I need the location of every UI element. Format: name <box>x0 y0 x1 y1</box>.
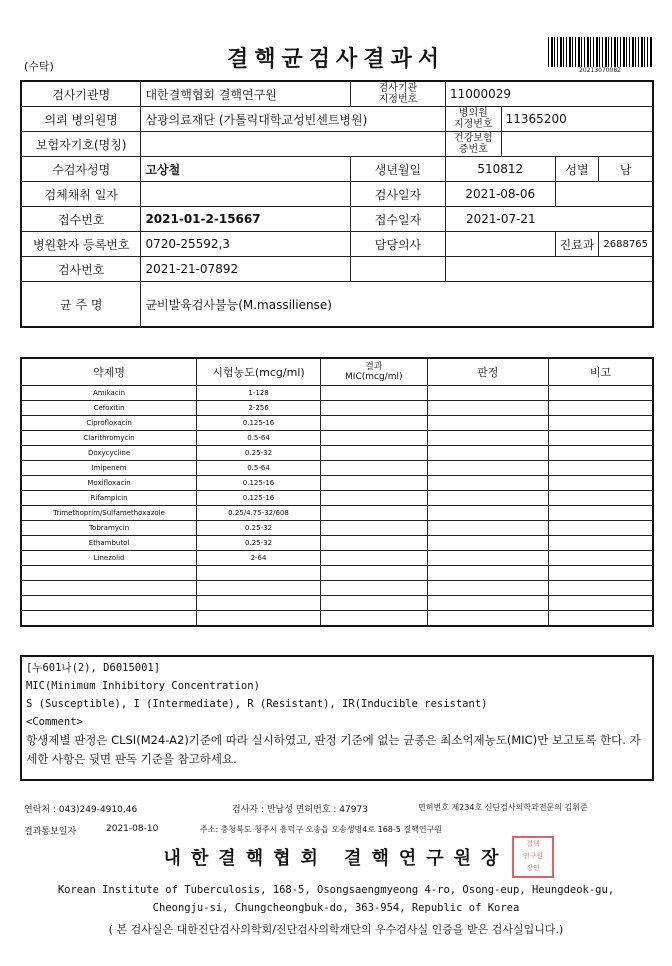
req-hosp-id-label: 병의원 지정번호 <box>445 107 501 132</box>
insurer-label: 보험자기호(명칭) <box>21 132 141 157</box>
table-row <box>21 461 653 476</box>
result-mic <box>320 386 427 401</box>
drug-name: Moxifloxacin <box>21 476 197 491</box>
judgment <box>427 401 548 416</box>
table-row <box>21 536 653 551</box>
patient-label: 수검자성명 <box>21 157 141 182</box>
remarks <box>549 491 654 506</box>
judgment <box>427 596 548 611</box>
drug-name: Ethambutol <box>21 536 197 551</box>
remarks <box>549 416 654 431</box>
remarks <box>549 401 654 416</box>
header-drug: 약제명 <box>21 358 197 386</box>
table-row <box>21 581 653 596</box>
judgment <box>427 506 548 521</box>
receipt-no-value: 2021-01-2-15667 <box>141 207 351 232</box>
notes-sri: S (Susceptible), I (Intermediate), R (Resistant), IR(Inducible resistant) <box>26 698 488 710</box>
doctor-label: 담당의사 <box>350 232 445 257</box>
remarks <box>549 536 654 551</box>
result-mic <box>320 506 427 521</box>
result-mic <box>320 581 427 596</box>
judgment <box>427 386 548 401</box>
test-concentration: 0.25-32 <box>197 446 321 461</box>
drug-name: Clarithromycin <box>21 431 197 446</box>
drug-name: Trimethoprim/Sulfamethoxazole <box>21 506 197 521</box>
table-row <box>21 401 653 416</box>
contact-phone: 연락처 : 043)249-4910,46 <box>24 805 138 815</box>
result-mic <box>320 476 427 491</box>
remarks <box>549 566 654 581</box>
examiner: 검사자 : 반남성 면허번호 : 47973 <box>232 805 368 815</box>
remarks <box>549 521 654 536</box>
dob-value: 510812 <box>445 157 555 182</box>
sex-label: 성별 <box>555 157 599 182</box>
dob-label: 생년월일 <box>350 157 445 182</box>
drug-name <box>21 581 197 596</box>
drug-name <box>21 611 197 627</box>
address-ko: 주소: 충청북도 청주시 흥덕구 오송읍 오송생명4로 168-5 결핵연구원 <box>200 825 443 834</box>
judgment <box>427 551 548 566</box>
collect-date-value <box>141 182 351 207</box>
table-row <box>21 491 653 506</box>
species-label: 균 주 명 <box>21 282 141 328</box>
page-title: 결핵균검사결과서 <box>226 46 446 72</box>
organization-name: 내한결핵협회 결핵연구원장 <box>163 848 509 869</box>
exam-org-id-label: 검사기관 지정번호 <box>350 81 445 107</box>
table-row <box>21 566 653 581</box>
header-test-conc: 시험농도(mcg/ml) <box>197 358 321 386</box>
judgment <box>427 416 548 431</box>
drug-name: Doxycycline <box>21 446 197 461</box>
req-hosp-value: 삼광의료재단 (가톨릭대학교성빈센트병원) <box>141 107 446 132</box>
test-concentration <box>197 581 321 596</box>
notify-date: 2021-08-10 <box>106 824 159 834</box>
table-row <box>21 611 653 627</box>
table-row <box>21 506 653 521</box>
remarks <box>549 596 654 611</box>
judgment <box>427 536 548 551</box>
receipt-no-label: 접수번호 <box>21 207 141 232</box>
table-row <box>21 596 653 611</box>
drug-name: Rifampicin <box>21 491 197 506</box>
header-remarks: 비고 <box>549 358 654 386</box>
test-no-label: 검사번호 <box>21 257 141 282</box>
test-concentration: 1-128 <box>197 386 321 401</box>
table-row <box>21 521 653 536</box>
judgment <box>427 521 548 536</box>
test-concentration: 2-64 <box>197 551 321 566</box>
judgment <box>427 476 548 491</box>
comment-text: 항생제별 판정은 CLSI(M24-A2)기준에 따라 실시하였고, 판정 기준에 없는 균종은 최소억제농도(MIC)만 보고토록 한다. 자세한 사항은 뒷면 판독 기준을 참고하세요. <box>26 733 641 766</box>
test-concentration: 0.125-16 <box>197 416 321 431</box>
doctor-value <box>445 232 555 257</box>
drug-susceptibility-table <box>20 357 654 627</box>
judgment <box>427 581 548 596</box>
drug-name: Amikacin <box>21 386 197 401</box>
table-row <box>21 446 653 461</box>
dept-value: 2688765 <box>599 232 653 257</box>
test-concentration <box>197 611 321 627</box>
exam-org-label: 검사기관명 <box>21 81 141 107</box>
result-mic <box>320 611 427 627</box>
result-mic <box>320 596 427 611</box>
drug-name: Imipenem <box>21 461 197 476</box>
test-concentration: 0.5-64 <box>197 431 321 446</box>
judgment <box>427 461 548 476</box>
drug-name <box>21 596 197 611</box>
receipt-date-value: 2021-07-21 <box>445 207 653 232</box>
insurer-value <box>141 132 446 157</box>
req-hosp-label: 의뢰 병의원명 <box>21 107 141 132</box>
drug-name: Linezolid <box>21 551 197 566</box>
remarks <box>549 611 654 627</box>
remarks <box>549 386 654 401</box>
test-no-value: 2021-21-07892 <box>141 257 351 282</box>
comment-label: <Comment> <box>26 716 83 728</box>
official-seal: 결핵 연구원 장인 <box>512 836 554 878</box>
result-mic <box>320 431 427 446</box>
drug-name: Ciprofloxacin <box>21 416 197 431</box>
address-en-line1: Korean Institute of Tuberculosis, 168-5, Osongsaengmyeong 4-ro, Osong-eup, Heungdeok-gu, <box>57 884 615 896</box>
notify-date-label: 결과통보일자 <box>24 827 77 837</box>
test-concentration: 0.5-64 <box>197 461 321 476</box>
barcode-number: 20213070082 <box>579 67 621 74</box>
table-row <box>21 551 653 566</box>
remarks <box>549 461 654 476</box>
specialist-license: 면허번호 제234호 신단검사의학과전문의 김휘준 <box>418 803 588 812</box>
result-mic <box>320 416 427 431</box>
header-result-mic: 결과 MIC(mcg/ml) <box>320 358 427 386</box>
result-mic <box>320 536 427 551</box>
exam-org-id-value: 11000029 <box>445 81 653 107</box>
remarks <box>549 506 654 521</box>
notes-code: [누601나(2), D6015001] <box>26 662 161 674</box>
req-hosp-id-value: 11365200 <box>501 107 653 132</box>
collect-date-label: 검체채취 일자 <box>21 182 141 207</box>
reg-no-value: 0720-25592,3 <box>141 232 351 257</box>
remarks <box>549 431 654 446</box>
notes-mic: MIC(Minimum Inhibitory Concentration) <box>26 680 260 692</box>
test-concentration: 0.25-32 <box>197 536 321 551</box>
insurance-id-label: 건강보험 증번호 <box>445 132 501 157</box>
judgment <box>427 431 548 446</box>
remarks <box>549 476 654 491</box>
test-concentration: 0.125-16 <box>197 476 321 491</box>
insurance-id-value <box>501 132 653 157</box>
address-en-line2: Cheongju-si, Chungcheongbuk-do, 363-954, Republic of Korea <box>152 902 520 914</box>
test-concentration: 0.25-32 <box>197 521 321 536</box>
drug-name <box>21 566 197 581</box>
judgment <box>427 611 548 627</box>
dept-label: 진료과 <box>555 232 599 257</box>
table-row <box>21 431 653 446</box>
patient-info-table <box>20 80 654 328</box>
species-value: 균비발육검사불능(M.massiliense) <box>141 282 653 328</box>
result-mic <box>320 551 427 566</box>
copy-label: (수탁) <box>24 60 54 73</box>
remarks <box>549 581 654 596</box>
drug-name: Cefoxitin <box>21 401 197 416</box>
certification-note: ( 본 검사실은 대한진단검사의학회/진단검사의학재단의 우수검사실 인증을 받은 검사실입니다.) <box>108 923 564 936</box>
result-mic <box>320 491 427 506</box>
exam-org-value: 대한결핵협회 결핵연구원 <box>141 81 351 107</box>
remarks <box>549 551 654 566</box>
result-mic <box>320 566 427 581</box>
judgment <box>427 446 548 461</box>
drug-name: Tobramycin <box>21 521 197 536</box>
test-concentration <box>197 596 321 611</box>
test-concentration: 2-256 <box>197 401 321 416</box>
remarks <box>549 446 654 461</box>
table-row <box>21 476 653 491</box>
notes-box <box>20 655 654 781</box>
test-date-value: 2021-08-06 <box>445 182 555 207</box>
reg-no-label: 병원환자 등록번호 <box>21 232 141 257</box>
result-mic <box>320 521 427 536</box>
patient-value: 고상철 <box>141 157 351 182</box>
judgment <box>427 566 548 581</box>
test-date-label: 검사일자 <box>350 182 445 207</box>
test-concentration <box>197 566 321 581</box>
test-concentration: 0.25/4.75-32/608 <box>197 506 321 521</box>
table-row <box>21 416 653 431</box>
receipt-date-label: 접수일자 <box>350 207 445 232</box>
test-concentration: 0.125-16 <box>197 491 321 506</box>
sex-value: 남 <box>599 157 653 182</box>
table-row <box>21 386 653 401</box>
barcode <box>548 37 652 67</box>
result-mic <box>320 461 427 476</box>
result-mic <box>320 401 427 416</box>
result-mic <box>320 446 427 461</box>
header-judgment: 판정 <box>427 358 548 386</box>
judgment <box>427 491 548 506</box>
